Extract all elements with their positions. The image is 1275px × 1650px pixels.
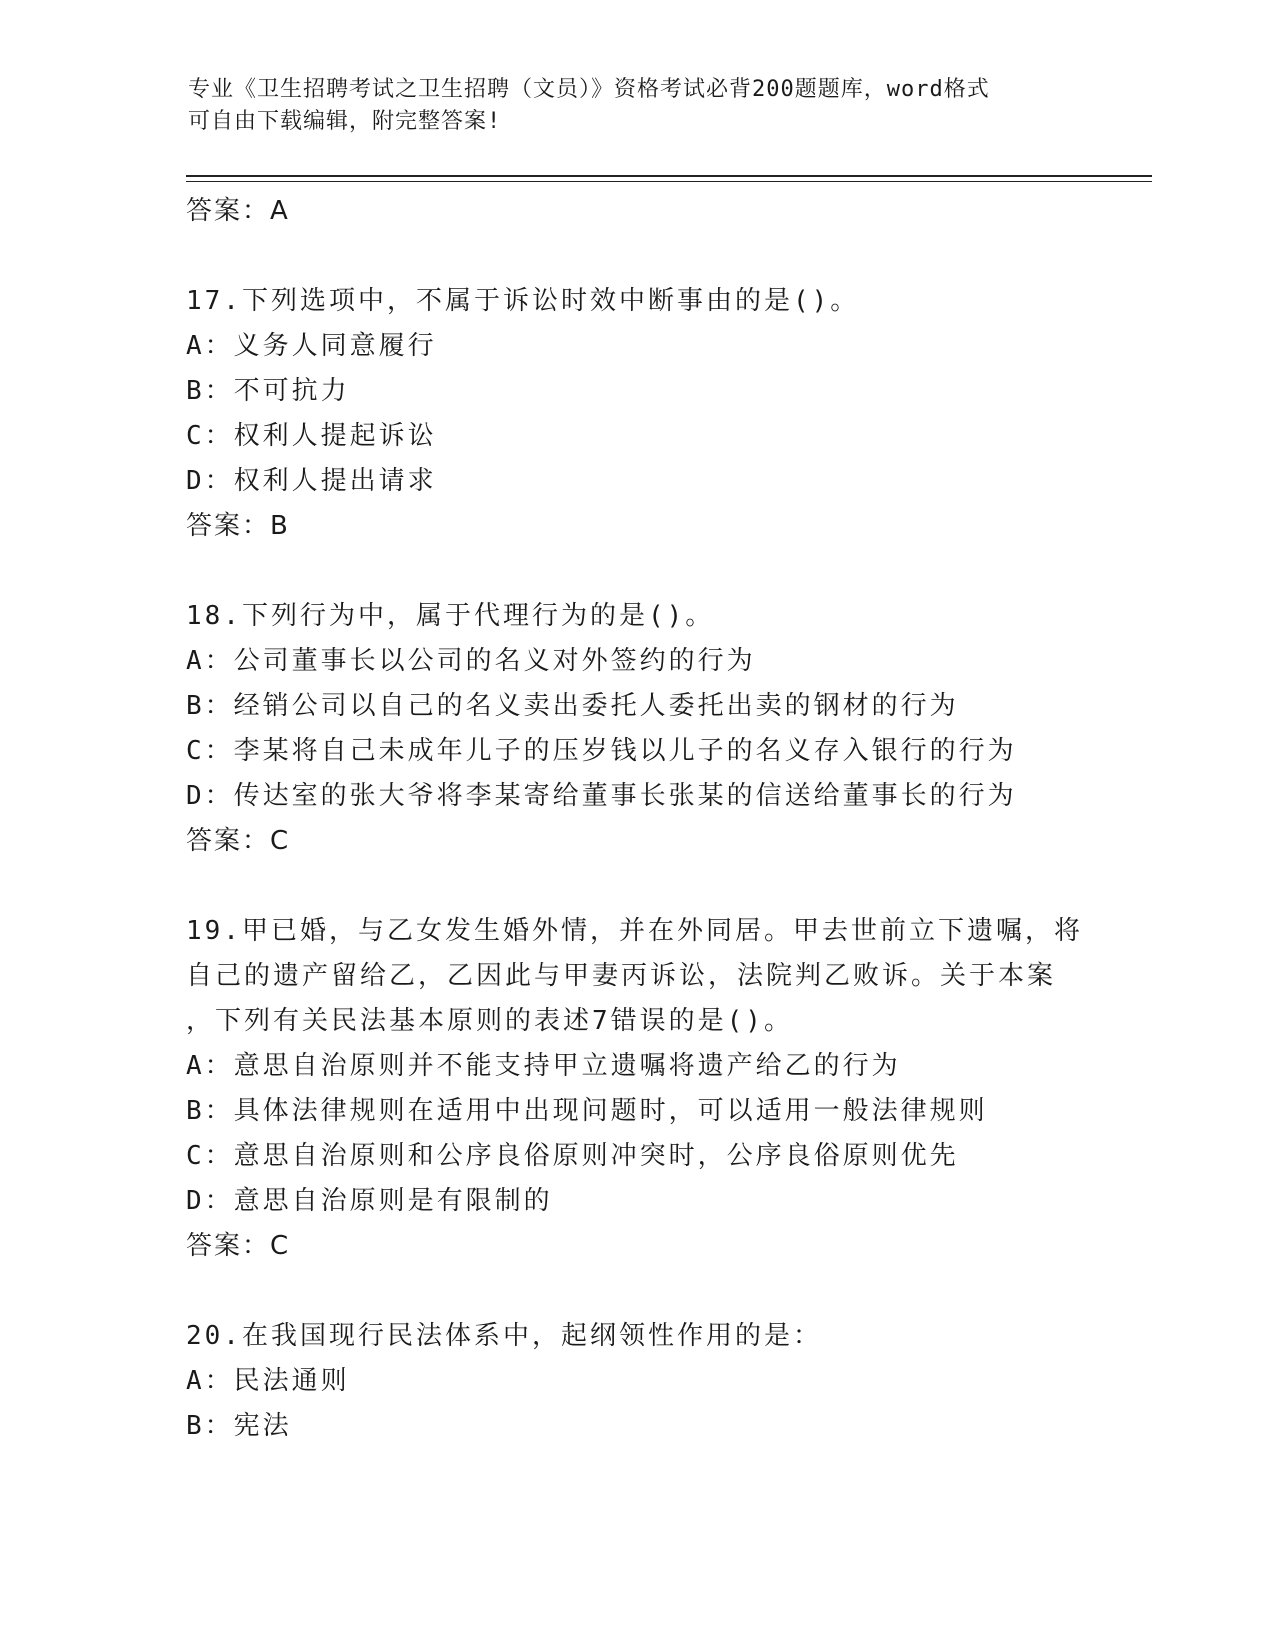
option-d: D：传达室的张大爷将李某寄给董事长张某的信送给董事长的行为 bbox=[186, 781, 1017, 811]
option-b: B：经销公司以自己的名义卖出委托人委托出卖的钢材的行为 bbox=[186, 691, 959, 721]
option-b: B：宪法 bbox=[186, 1411, 292, 1441]
option-c: C：李某将自己未成年儿子的压岁钱以儿子的名义存入银行的行为 bbox=[186, 736, 1017, 766]
question-17 bbox=[186, 279, 1146, 549]
option-a: A：意思自治原则并不能支持甲立遗嘱将遗产给乙的行为 bbox=[186, 1051, 901, 1081]
header-divider-thin bbox=[186, 181, 1152, 182]
header-divider-thick bbox=[186, 175, 1152, 177]
answer-line: 答案：A bbox=[186, 196, 290, 226]
question-stem: ，下列有关民法基本原则的表述7错误的是()。 bbox=[186, 1006, 793, 1036]
option-c: C：意思自治原则和公序良俗原则冲突时，公序良俗原则优先 bbox=[186, 1141, 959, 1171]
header-line-2: 可自由下载编辑，附完整答案! bbox=[188, 109, 502, 134]
answer-line: 答案：C bbox=[186, 1231, 291, 1261]
option-d: D：权利人提出请求 bbox=[186, 466, 437, 496]
document-header bbox=[188, 74, 1088, 138]
header-line-1: 专业《卫生招聘考试之卫生招聘（文员）》资格考试必背200题题库，word格式 bbox=[188, 77, 990, 102]
option-a: A：民法通则 bbox=[186, 1366, 350, 1396]
question-stem: 19.甲已婚，与乙女发生婚外情，并在外同居。甲去世前立下遗嘱，将 bbox=[186, 916, 1083, 946]
question-stem: 自己的遗产留给乙，乙因此与甲妻丙诉讼，法院判乙败诉。关于本案 bbox=[186, 961, 1057, 991]
question-18 bbox=[186, 594, 1146, 864]
question-20 bbox=[186, 1314, 1146, 1449]
answer-line: 答案：C bbox=[186, 826, 291, 856]
option-d: D：意思自治原则是有限制的 bbox=[186, 1186, 553, 1216]
answer-line: 答案：B bbox=[186, 511, 290, 541]
question-stem: 20.在我国现行民法体系中，起纲领性作用的是： bbox=[186, 1321, 822, 1351]
option-a: A：义务人同意履行 bbox=[186, 331, 437, 361]
option-c: C：权利人提起诉讼 bbox=[186, 421, 437, 451]
option-b: B：具体法律规则在适用中出现问题时，可以适用一般法律规则 bbox=[186, 1096, 988, 1126]
option-a: A：公司董事长以公司的名义对外签约的行为 bbox=[186, 646, 756, 676]
option-b: B：不可抗力 bbox=[186, 376, 350, 406]
question-list bbox=[186, 189, 1146, 1449]
question-stem: 17.下列选项中，不属于诉讼时效中断事由的是()。 bbox=[186, 286, 860, 316]
question-stem: 18.下列行为中，属于代理行为的是()。 bbox=[186, 601, 715, 631]
question-19 bbox=[186, 909, 1146, 1269]
